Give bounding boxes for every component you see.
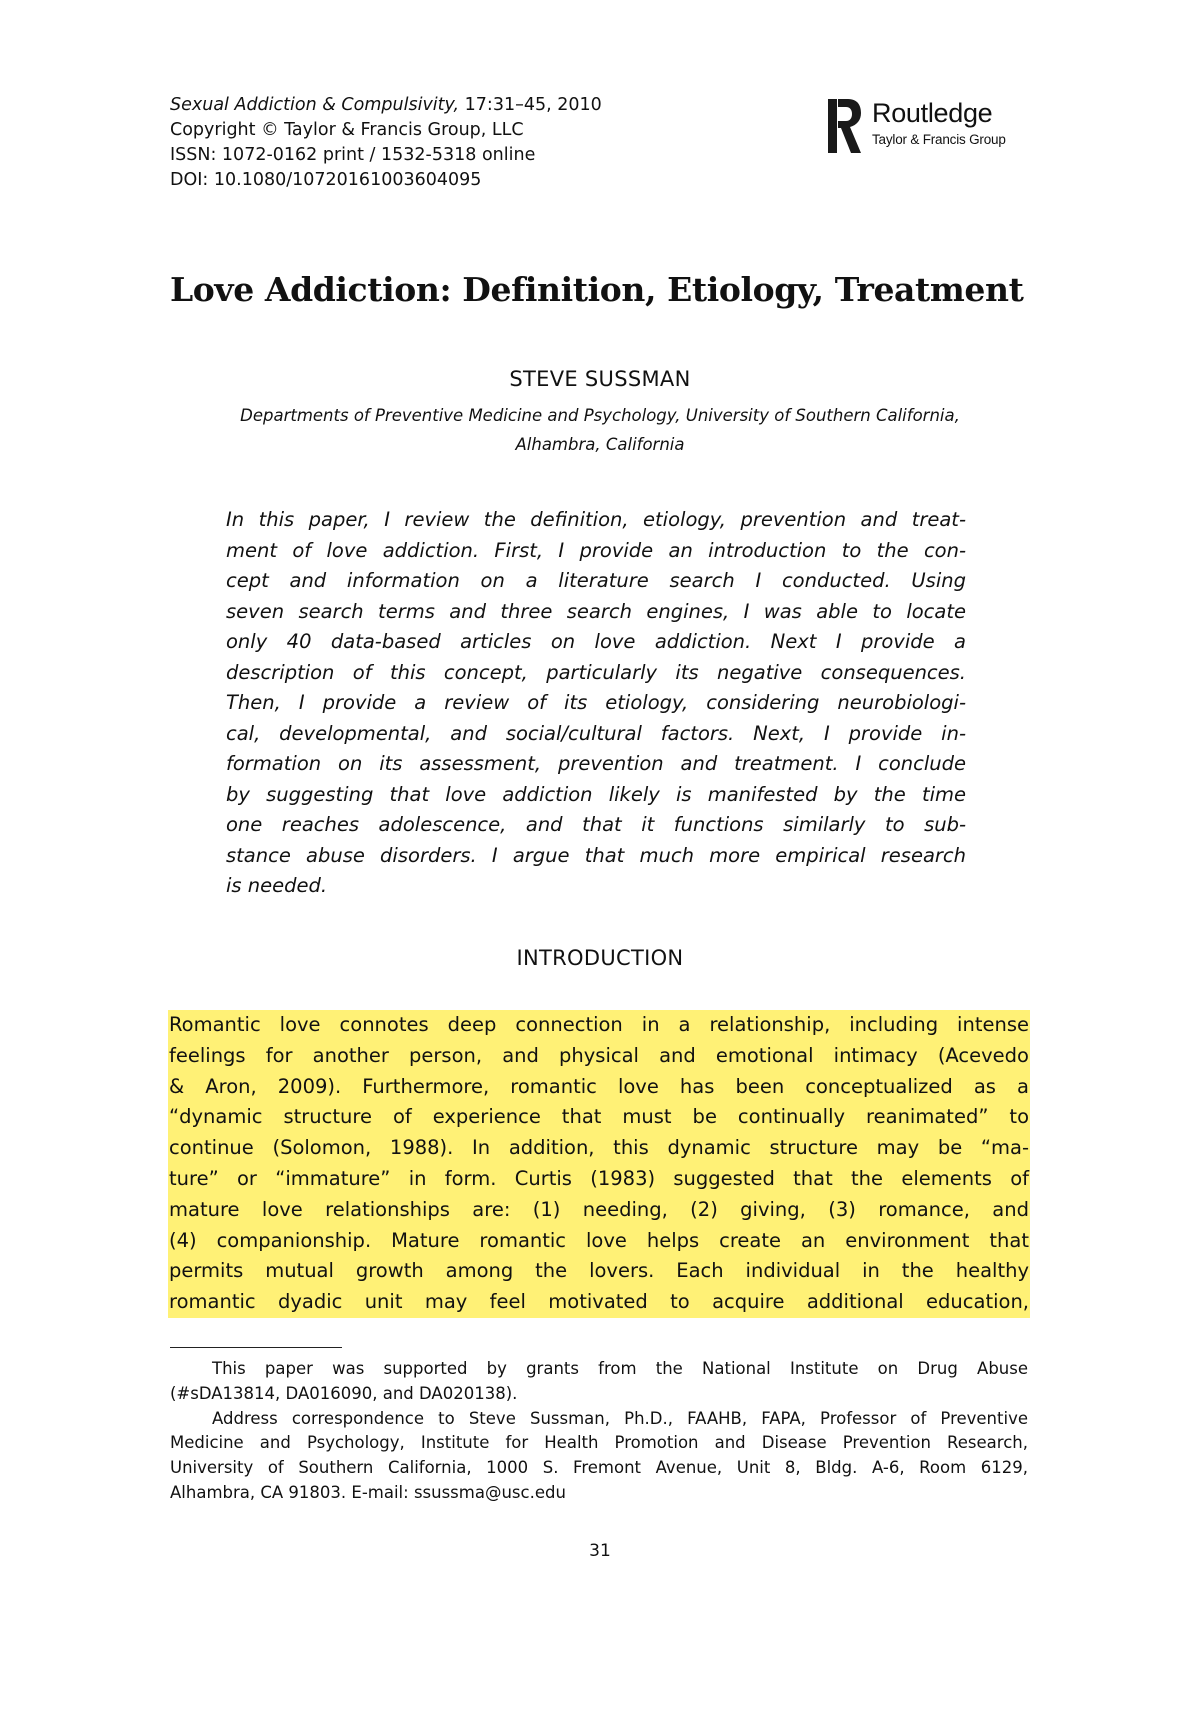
section-heading-introduction: INTRODUCTION bbox=[516, 946, 684, 970]
abstract-line: In this paper, I review the definition, etiology, prevention and treat- bbox=[226, 508, 966, 531]
abstract-line: by suggesting that love addiction likely is manifested by the time bbox=[226, 782, 966, 806]
highlighted-line[interactable] bbox=[168, 1287, 1030, 1318]
journal-volume-pages: 17:31–45, 2010 bbox=[459, 95, 602, 115]
author-name: STEVE SUSSMAN bbox=[509, 367, 691, 391]
highlight-text: (4) companionship. Mature romantic love helps create an environment that bbox=[168, 1226, 1030, 1257]
routledge-logo bbox=[828, 97, 1028, 159]
journal-info bbox=[170, 93, 690, 193]
abstract-line: is needed. bbox=[226, 874, 328, 897]
highlight-text: permits mutual growth among the lovers. Each individual in the healthy bbox=[168, 1256, 1030, 1287]
journal-citation bbox=[170, 93, 690, 118]
abstract-line: seven search terms and three search engines, I was able to locate bbox=[226, 599, 966, 623]
highlight-text: feelings for another person, and physical and emotional intimacy (Acevedo bbox=[168, 1041, 1030, 1072]
abstract-line: only 40 data-based articles on love addiction. Next I provide a bbox=[226, 630, 966, 653]
highlighted-line[interactable] bbox=[168, 1072, 1030, 1103]
journal-name: Sexual Addiction & Compulsivity, bbox=[170, 95, 460, 115]
introduction-paragraph bbox=[168, 1010, 1030, 1318]
abstract-line: description of this concept, particularly its negative consequences. bbox=[226, 660, 966, 684]
highlighted-line[interactable] bbox=[168, 1010, 1030, 1041]
footnote-funding-line: This paper was supported by grants from the National Institute on Drug Abuse bbox=[212, 1359, 1028, 1378]
article-title: Love Addiction: Definition, Etiology, Treatment bbox=[170, 270, 1024, 309]
highlighted-line[interactable] bbox=[168, 1164, 1030, 1195]
footnote-address-line: Alhambra, CA 91803. E-mail: ssussma@usc.edu bbox=[170, 1482, 566, 1502]
affiliation-line: Alhambra, California bbox=[515, 435, 685, 454]
highlight-text: Romantic love connotes deep connection in a relationship, including intense bbox=[168, 1010, 1030, 1041]
highlight-text: & Aron, 2009). Furthermore, romantic love has been conceptualized as a bbox=[168, 1072, 1030, 1103]
highlighted-line[interactable] bbox=[168, 1256, 1030, 1287]
footnote-funding-line: (#sDA13814, DA016090, and DA020138). bbox=[170, 1383, 518, 1403]
abstract-line: cal, developmental, and social/cultural factors. Next, I provide in- bbox=[226, 721, 966, 745]
highlight-text: continue (Solomon, 1988). In addition, this dynamic structure may be “ma- bbox=[168, 1133, 1030, 1164]
highlighted-line[interactable] bbox=[168, 1102, 1030, 1133]
highlighted-line[interactable] bbox=[168, 1226, 1030, 1257]
highlight-text: “dynamic structure of experience that must be continually reanimated” to bbox=[168, 1102, 1030, 1133]
abstract-line: Then, I provide a review of its etiology, considering neurobiologi- bbox=[226, 691, 966, 714]
highlight-text: romantic dyadic unit may feel motivated to acquire additional education, bbox=[168, 1287, 1030, 1318]
doi-line: DOI: 10.1080/10720161003604095 bbox=[170, 170, 482, 190]
footnote-divider bbox=[170, 1347, 342, 1348]
abstract-line: ment of love addiction. First, I provide an introduction to the con- bbox=[226, 538, 966, 562]
highlight-text: ture” or “immature” in form. Curtis (1983) suggested that the elements of bbox=[168, 1164, 1030, 1195]
abstract-line: one reaches adolescence, and that it functions similarly to sub- bbox=[226, 813, 966, 836]
highlighted-line[interactable] bbox=[168, 1195, 1030, 1226]
footnote-address-line: Medicine and Psychology, Institute for Health Promotion and Disease Prevention Research, bbox=[170, 1433, 1028, 1453]
routledge-r-logo-icon bbox=[828, 97, 862, 155]
issn-line: ISSN: 1072-0162 print / 1532-5318 online bbox=[170, 145, 536, 165]
highlight-text: mature love relationships are: (1) needing, (2) giving, (3) romance, and bbox=[168, 1195, 1030, 1226]
page-number: 31 bbox=[589, 1541, 611, 1561]
footnote-address-line: University of Southern California, 1000 S. Fremont Avenue, Unit 8, Bldg. A-6, Room 6129, bbox=[170, 1458, 1028, 1478]
highlighted-line[interactable] bbox=[168, 1133, 1030, 1164]
abstract bbox=[226, 505, 966, 902]
abstract-line: stance abuse disorders. I argue that much more empirical research bbox=[226, 843, 966, 867]
footnotes bbox=[170, 1357, 1028, 1506]
author-affiliation bbox=[0, 401, 1200, 459]
abstract-line: formation on its assessment, prevention and treatment. I conclude bbox=[226, 752, 966, 775]
copyright-line: Copyright © Taylor & Francis Group, LLC bbox=[170, 120, 524, 140]
footnote-address-line: Address correspondence to Steve Sussman, Ph.D., FAAHB, FAPA, Professor of Preventive bbox=[212, 1408, 1028, 1428]
highlighted-line[interactable] bbox=[168, 1041, 1030, 1072]
routledge-wordmark: Routledge bbox=[872, 98, 993, 128]
affiliation-line: Departments of Preventive Medicine and Psychology, University of Southern California, bbox=[240, 406, 960, 425]
abstract-line: cept and information on a literature search I conducted. Using bbox=[226, 569, 966, 592]
taylor-francis-group-label: Taylor & Francis Group bbox=[872, 132, 1006, 147]
